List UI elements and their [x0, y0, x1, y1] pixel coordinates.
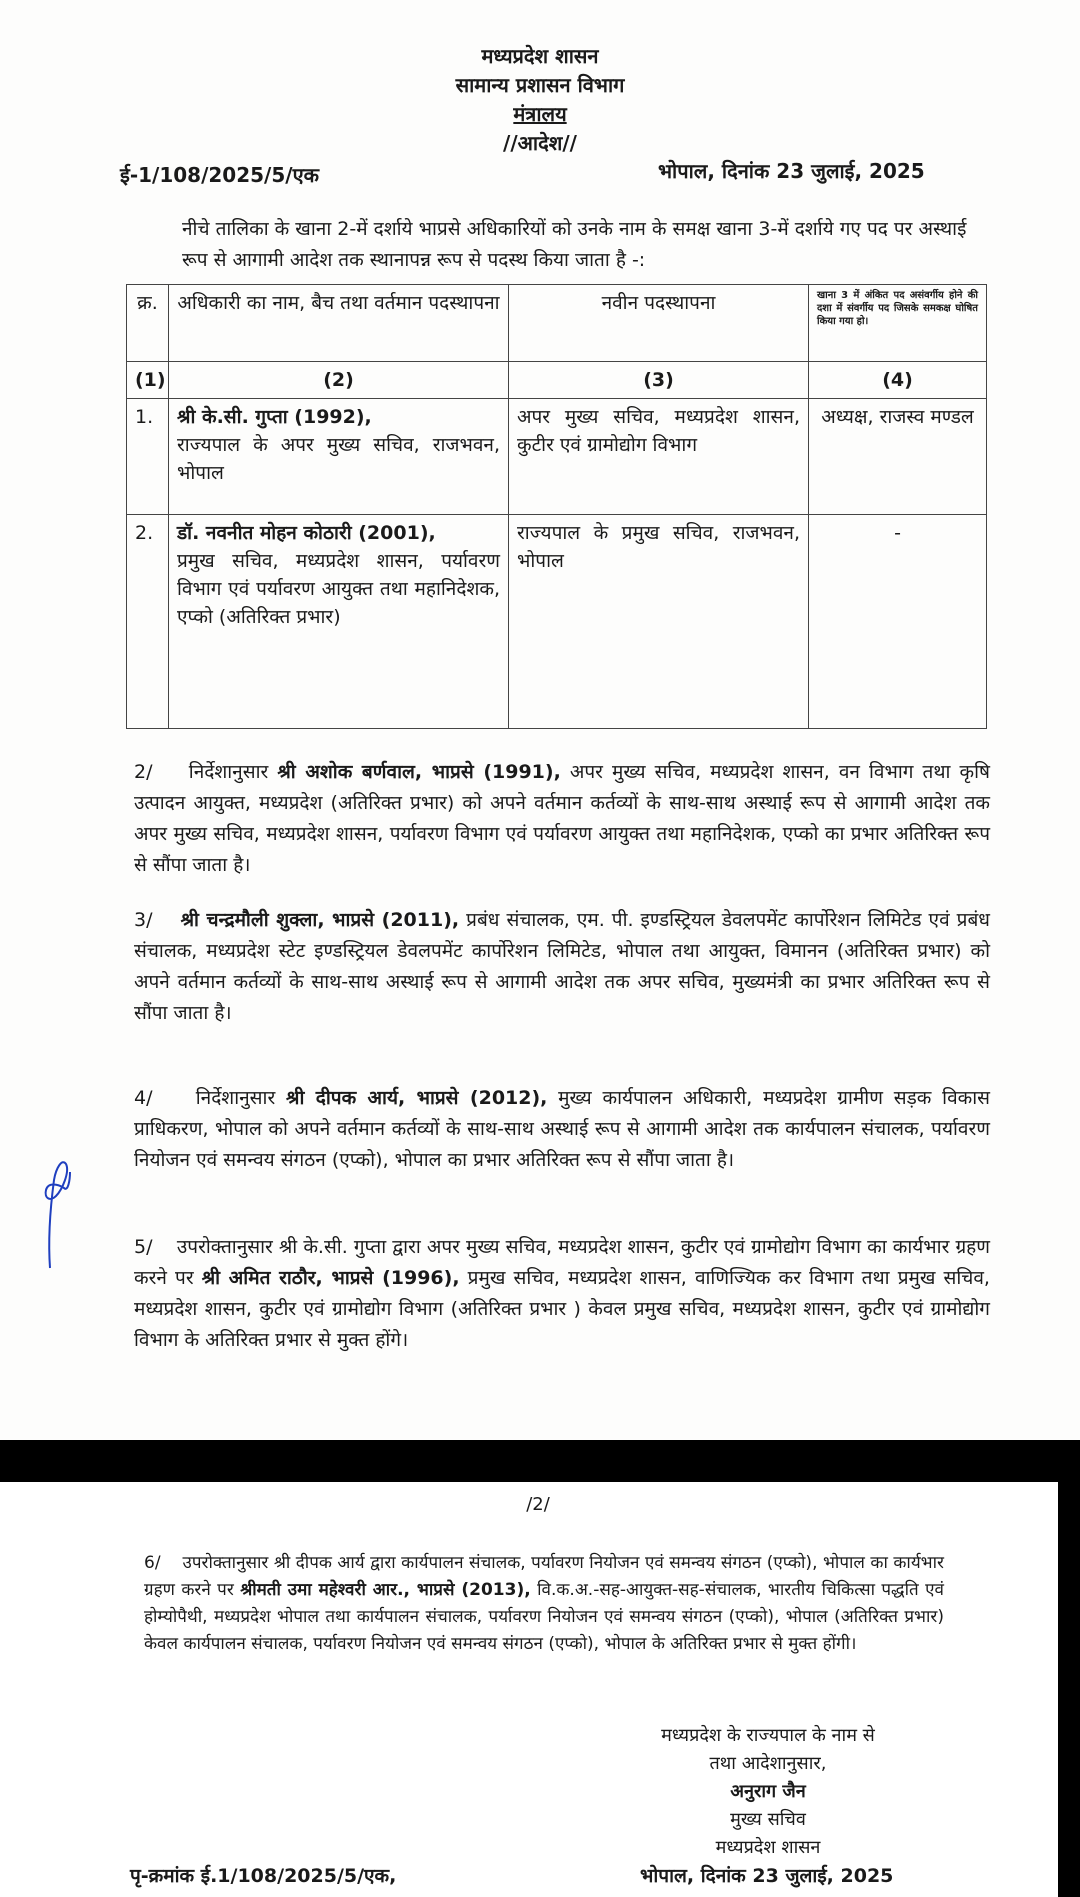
signature-block: [618, 1722, 918, 1862]
new-posting: राज्यपाल के प्रमुख सचिव, राजभवन, भोपाल: [509, 515, 809, 729]
officer-cell: [169, 515, 509, 729]
officer-current-posting: राज्यपाल के अपर मुख्य सचिव, राजभवन, भोपाल: [177, 434, 500, 484]
para-number: 2/: [134, 761, 153, 783]
signatory-office: मध्यप्रदेश शासन: [715, 1837, 821, 1858]
order-paragraph-6: 6/ उपरोक्तानुसार श्री दीपक आर्य द्वारा कार्यपालन संचालक, पर्यावरण नियोजन एवं समन्वय संगठन (एप्को), भोपाल का कार्यभार ग्रहण करने पर श्रीमती उमा महेश्वरी आर., भाप्रसे (2013), वि.क.अ.-सह-आयुक्त-सह-संचालक, भारतीय चिकित्सा पद्धति एवं होम्योपैथी, मध्यप्रदेश भोपाल तथा कार्यपालन संचालक, पर्यावरण नियोजन एवं समन्वय संगठन (एप्को), भोपाल (अतिरिक्त प्रभार) केवल कार्यपालन संचालक, पर्यावरण नियोजन एवं समन्वय संगठन (एप्को), भोपाल के अतिरिक्त प्रभार से मुक्त होंगी।: [144, 1553, 944, 1654]
col-number: (4): [809, 362, 987, 399]
signatory-name: अनुराग जैन: [730, 1781, 806, 1802]
para-number: 5/: [134, 1236, 153, 1258]
page-number: /2/: [526, 1494, 550, 1515]
officer-name: श्री चन्द्रमौली शुक्ला, भाप्रसे (2011),: [180, 909, 460, 931]
order-paragraph-2: 2/ निर्देशानुसार श्री अशोक बर्णवाल, भाप्रसे (1991), अपर मुख्य सचिव, मध्यप्रदेश शासन, वन विभाग तथा कृषि उत्पादन आयुक्त, मध्यप्रदेश (अतिरिक्त प्रभार) को अपने वर्तमान कर्तव्यों के साथ-साथ अस्थाई रूप से आगामी आदेश तक अपर मुख्य सचिव, मध्यप्रदेश शासन, पर्यावरण विभाग एवं पर्यावरण आयुक्त तथा महानिदेशक, एप्को का प्रभार अतिरिक्त रूप से सौंपा जाता है।: [134, 761, 990, 876]
officer-name: श्रीमती उमा महेश्वरी आर., भाप्रसे (2013),: [240, 1580, 531, 1600]
department-name: सामान्य प्रशासन विभाग: [455, 73, 625, 97]
page-two: [18, 1482, 1058, 1897]
row-serial: 1.: [127, 399, 169, 515]
signatory-designation: मुख्य सचिव: [730, 1809, 806, 1830]
endorsement-date: भोपाल, दिनांक 23 जुलाई, 2025: [640, 1865, 894, 1887]
officer-name: श्री दीपक आर्य, भाप्रसे (2012),: [286, 1087, 548, 1109]
col-number: (1): [127, 362, 169, 399]
ministry-name: मंत्रालय: [513, 102, 567, 126]
order-paragraph-4: 4/ निर्देशानुसार श्री दीपक आर्य, भाप्रसे (2012), मुख्य कार्यपालन अधिकारी, मध्यप्रदेश ग्रामीण सड़क विकास प्राधिकरण, भोपाल को अपने वर्तमान कर्तव्यों के साथ-साथ अस्थाई रूप से आगामी आदेश तक कार्यपालन संचालक, पर्यावरण नियोजन एवं समन्वय संगठन (एप्को), भोपाल का प्रभार अतिरिक्त रूप से सौंपा जाता है।: [134, 1087, 990, 1171]
order-paragraph-5: 5/ उपरोक्तानुसार श्री के.सी. गुप्ता द्वारा अपर मुख्य सचिव, मध्यप्रदेश शासन, कुटीर एवं ग्रामोद्योग विभाग का कार्यभार ग्रहण करने पर श्री अमित राठौर, भाप्रसे (1996), प्रमुख सचिव, मध्यप्रदेश शासन, वाणिज्यिक कर विभाग तथा प्रमुख सचिव, मध्यप्रदेश शासन, कुटीर एवं ग्रामोद्योग विभाग (अतिरिक्त प्रभार ) केवल प्रमुख सचिव, मध्यप्रदेश शासन, कुटीर एवं ग्रामोद्योग विभाग के अतिरिक्त प्रभार से मुक्त होंगे।: [134, 1236, 990, 1351]
officer-name: श्री अशोक बर्णवाल, भाप्रसे (1991),: [277, 761, 561, 783]
officer-name: डॉ. नवनीत मोहन कोठारी (2001),: [177, 522, 436, 544]
para-number: 6/: [144, 1553, 161, 1573]
endorsement-reference: पृ-क्रमांक ई.1/108/2025/5/एक,: [130, 1865, 397, 1887]
govt-name: मध्यप्रदेश शासन: [481, 44, 599, 68]
equivalent-post: अध्यक्ष, राजस्व मण्डल: [809, 399, 987, 515]
new-posting: अपर मुख्य सचिव, मध्यप्रदेश शासन, कुटीर एवं ग्रामोद्योग विभाग: [509, 399, 809, 515]
officer-name: श्री के.सी. गुप्ता (1992),: [177, 406, 372, 428]
equivalent-post: -: [809, 515, 987, 729]
intro-paragraph: [120, 214, 988, 276]
header-officer: अधिकारी का नाम, बैच तथा वर्तमान पदस्थापना: [169, 285, 509, 362]
order-date: भोपाल, दिनांक 23 जुलाई, 2025: [658, 159, 925, 183]
row-serial: 2.: [127, 515, 169, 729]
initials-signature-mark: [36, 1150, 76, 1270]
page-edge: [1058, 1482, 1080, 1897]
column-number-row: [127, 362, 987, 399]
page-separator: [0, 1440, 1080, 1482]
header-new-posting: नवीन पदस्थापना: [509, 285, 809, 362]
table-row: [127, 515, 987, 729]
order-paragraph-3: 3/ श्री चन्द्रमौली शुक्ला, भाप्रसे (2011), प्रबंध संचालक, एम. पी. इण्डस्ट्रियल डेवलपमेंट कार्पोरेशन लिमिटेड एवं प्रबंध संचालक, मध्यप्रदेश स्टेट इण्डस्ट्रियल डेवलपमेंट कार्पोरेशन लिमिटेड, भोपाल तथा आयुक्त, विमानन (अतिरिक्त प्रभार) को अपने वर्तमान कर्तव्यों के साथ-साथ अस्थाई रूप से आगामी आदेश तक अपर सचिव, मुख्यमंत्री का प्रभार अतिरिक्त रूप से सौंपा जाता है।: [134, 909, 990, 1024]
table-header-row: [127, 285, 987, 362]
officer-cell: [169, 399, 509, 515]
table-row: [127, 399, 987, 515]
para-number: 3/: [134, 909, 153, 931]
postings-table: [126, 284, 987, 729]
header-equivalent: खाना 3 में अंकित पद असंवर्गीय होने की दशा में संवर्गीय पद जिसके समकक्ष घोषित किया गया हो।: [809, 285, 987, 362]
para-number: 4/: [134, 1087, 153, 1109]
signature-line-1: मध्यप्रदेश के राज्यपाल के नाम से: [661, 1725, 875, 1746]
officer-name: श्री अमित राठौर, भाप्रसे (1996),: [201, 1267, 460, 1289]
col-number: (3): [509, 362, 809, 399]
order-reference: ई-1/108/2025/5/एक: [120, 163, 320, 187]
order-heading: //आदेश//: [503, 131, 577, 155]
intro-text: नीचे तालिका के खाना 2-में दर्शाये भाप्रसे अधिकारियों को उनके नाम के समक्ष खाना 3-में दर्शाये गए पद पर अस्थाई रूप से आगामी आदेश तक स्थानापन्न रूप से पदस्थ किया जाता है -:: [182, 218, 967, 271]
col-number: (2): [169, 362, 509, 399]
officer-current-posting: प्रमुख सचिव, मध्यप्रदेश शासन, पर्यावरण विभाग एवं पर्यावरण आयुक्त तथा महानिदेशक, एप्को (अतिरिक्त प्रभार): [177, 550, 500, 628]
header-serial: क्र.: [127, 285, 169, 362]
signature-line-2: तथा आदेशानुसार,: [709, 1753, 827, 1774]
